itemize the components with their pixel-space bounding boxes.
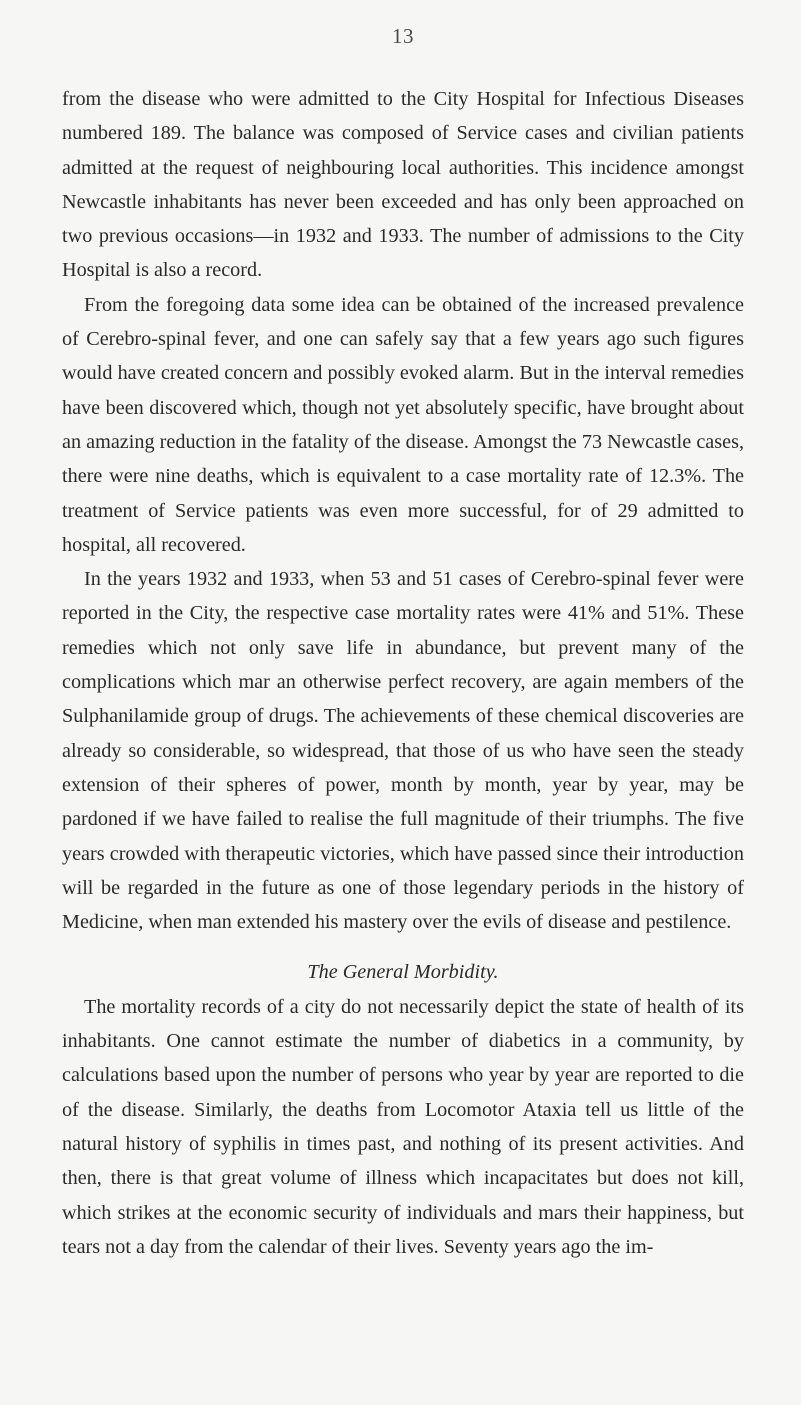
- paragraph-4: The mortality records of a city do not necessarily depict the state of health of its inhabitants. One cannot estimate the number of diabetics in a community, by calculations based upon the number of persons who year by year are reported to die of the disease. Similarly, the deaths from Locomotor Ataxia tell us little of the natural history of syphilis in times past, and nothing of its present activities. And then, there is that great volume of illness which incapacitates but does not kill, which strikes at the economic security of individuals and mars their happiness, but tears not a day from the calendar of their lives. Seventy years ago the im-: [62, 995, 744, 1258]
- body-text: [62, 82, 744, 1264]
- page-number: 13: [392, 24, 414, 48]
- document-page: [62, 0, 744, 1405]
- paragraph-3: In the years 1932 and 1933, when 53 and 51 cases of Cerebro-spinal fever were reported in the City, the respective case mortality rates were 41% and 51%. These remedies which not only save life in abundance, but prevent many of the complications which mar an otherwise perfect recovery, are again members of the Sulphanilamide group of drugs. The achievements of these chemical discoveries are already so considerable, so widespread, that those of us who have seen the steady extension of their spheres of power, month by month, year by year, may be pardoned if we have failed to realise the full magnitude of their triumphs. The five years crowded with therapeutic victories, which have passed since their introduction will be regarded in the future as one of those legendary periods in the history of Medicine, when man extended his mastery over the evils of disease and pestilence.: [62, 568, 744, 934]
- section-heading: The General Morbidity.: [307, 961, 499, 984]
- paragraph-2: From the foregoing data some idea can be obtained of the increased prevalence of Cerebro-spinal fever, and one can safely say that a few years ago such figures would have created concern and possibly evoked alarm. But in the interval remedies have been discovered which, though not yet absolutely specific, have brought about an amazing reduction in the fatality of the disease. Amongst the 73 Newcastle cases, there were nine deaths, which is equivalent to a case mortality rate of 12.3%. The treatment of Service patients was even more successful, for of 29 admitted to hospital, all recovered.: [62, 293, 744, 556]
- paragraph-1: from the disease who were admitted to the City Hospital for Infectious Diseases numbered 189. The balance was composed of Service cases and civilian patients admitted at the request of neighbouring local authorities. This incidence amongst Newcastle inhabitants has never been exceeded and has only been approached on two previous occasions—in 1932 and 1933. The number of admissions to the City Hospital is also a record.: [62, 88, 744, 282]
